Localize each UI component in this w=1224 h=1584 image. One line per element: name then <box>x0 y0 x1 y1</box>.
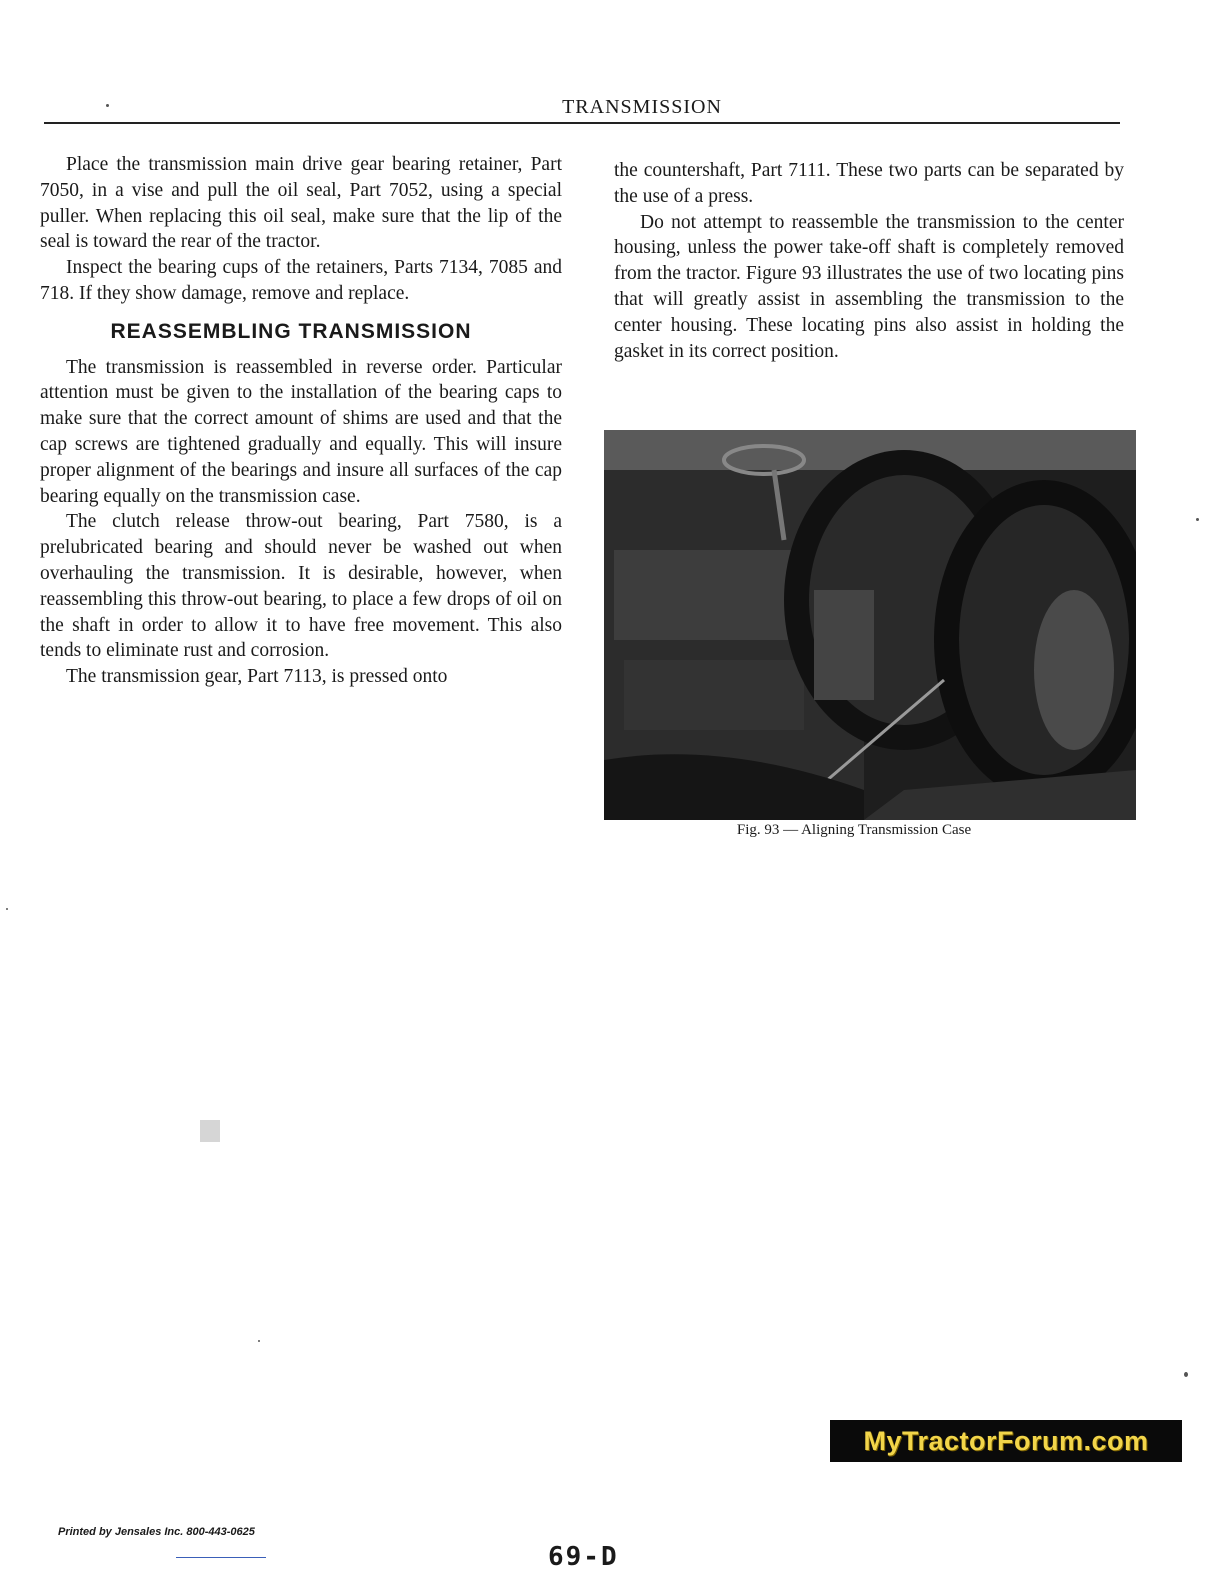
tractor-photo-illustration <box>604 430 1136 820</box>
logo-text: MyTractorForum.com <box>863 1425 1149 1456</box>
scan-speck <box>1184 1372 1188 1377</box>
paragraph-transmission-gear: The transmission gear, Part 7113, is pressed onto <box>66 666 448 688</box>
paragraph-bearing-cups: Inspect the bearing cups of the retainers, Parts 7134, 7085 and 718. If they show damage, remove and replace. <box>40 257 562 304</box>
paragraph-locating-pins: Do not attempt to reassemble the transmission to the center housing, unless the power take-off shaft is completely removed from the tractor. Figure 93 illustrates the use of two locating pins that will greatly assist in assembling the transmission to the center housing. These locating pins also assist in holding the gasket in its correct position. <box>614 211 1124 362</box>
running-head: TRANSMISSION <box>562 96 722 118</box>
printer-credit: Printed by Jensales Inc. 800-443-0625 <box>58 1526 255 1538</box>
right-column <box>614 158 1124 364</box>
figure-caption: Fig. 93 — Aligning Transmission Case <box>736 822 972 838</box>
paragraph-reverse-order: The transmission is reassembled in reverse order. Particular attention must be given to the installation of the bearing caps to make sure that the correct amount of shims are used and that the cap screws are tightened gradually and equally. This will insure proper alignment of the bearings and insure all surfaces of the cap bearing equally on the transmission case. <box>40 356 562 507</box>
printer-credit-underline <box>176 1557 266 1558</box>
left-column <box>40 152 562 690</box>
paragraph-oil-seal: Place the transmission main drive gear bearing retainer, Part 7050, in a vise and pull the oil seal, Part 7052, using a special puller. When replacing this oil seal, make sure that the lip of the seal is toward the rear of the tractor. <box>40 154 562 253</box>
scan-speck <box>258 1340 260 1342</box>
mytractorforum-logo <box>830 1420 1182 1462</box>
section-heading-reassembling: REASSEMBLING TRANSMISSION <box>110 319 472 343</box>
scan-speck <box>6 908 8 910</box>
scan-speck <box>1196 518 1199 521</box>
paragraph-throw-out-bearing: The clutch release throw-out bearing, Part 7580, is a prelubricated bearing and should never be washed out when overhauling the transmission. It is desirable, however, when reassembling this throw-out bearing, to place a few drops of oil on the shaft in order to allow it to have free movement. This also tends to eliminate rust and corrosion. <box>40 511 562 662</box>
scan-speck <box>200 1120 220 1142</box>
header-rule <box>44 122 1120 124</box>
page-number: 69-D <box>548 1542 619 1572</box>
figure-93-photo <box>604 430 1136 820</box>
paragraph-countershaft: the countershaft, Part 7111. These two parts can be separated by the use of a press. <box>614 160 1124 207</box>
scan-speck <box>106 104 109 107</box>
